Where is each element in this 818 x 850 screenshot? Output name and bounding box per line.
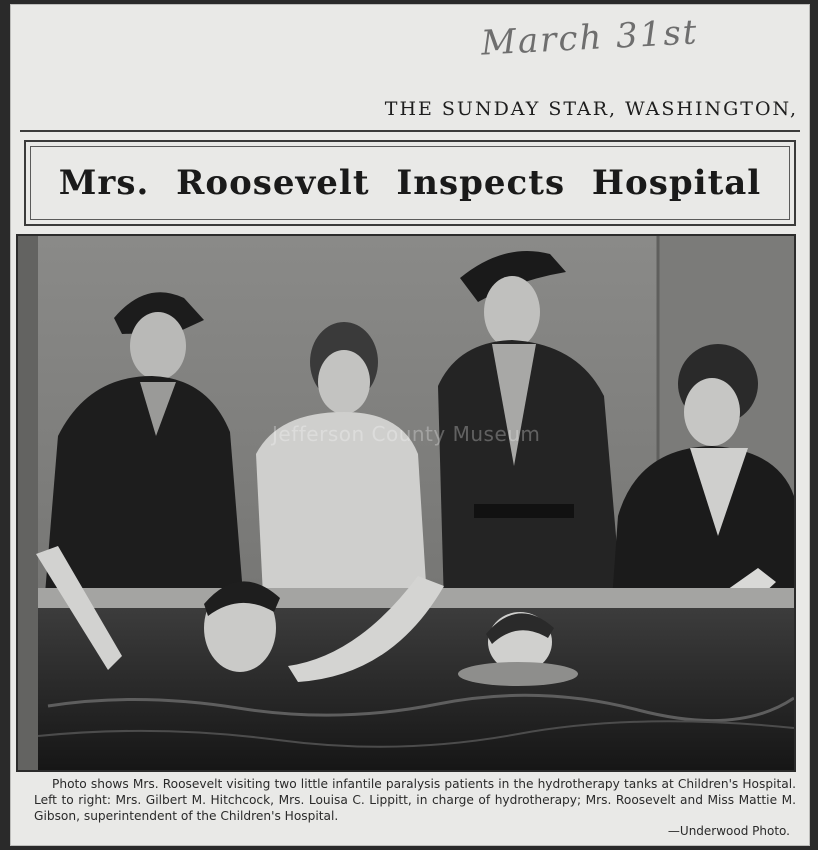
masthead-text: THE SUNDAY STAR, WASHINGTON,	[384, 98, 798, 120]
headline-box	[24, 140, 796, 226]
masthead-rule	[20, 94, 800, 132]
handwritten-date: March 31st	[479, 12, 699, 64]
caption-text: Photo shows Mrs. Roosevelt visiting two little infantile paralysis patients in the hydrotherapy tanks at Children's Hospital. Left to right: Mrs. Gilbert M. Hitchcock, Mrs. Louisa C. Lippitt, in charge of hydrotherapy; Mrs. Roosevelt and Miss Mattie M. Gibson, superintendent of the Children's Hospital.	[34, 777, 796, 823]
photo-credit: —Underwood Photo.	[667, 824, 790, 838]
newspaper-clipping	[10, 4, 810, 846]
news-photo	[16, 234, 796, 772]
headline: Mrs. Roosevelt Inspects Hospital	[58, 163, 762, 203]
photo-illustration	[18, 236, 794, 770]
photo-caption	[34, 776, 796, 824]
museum-watermark: Jefferson County Museum	[272, 422, 541, 446]
